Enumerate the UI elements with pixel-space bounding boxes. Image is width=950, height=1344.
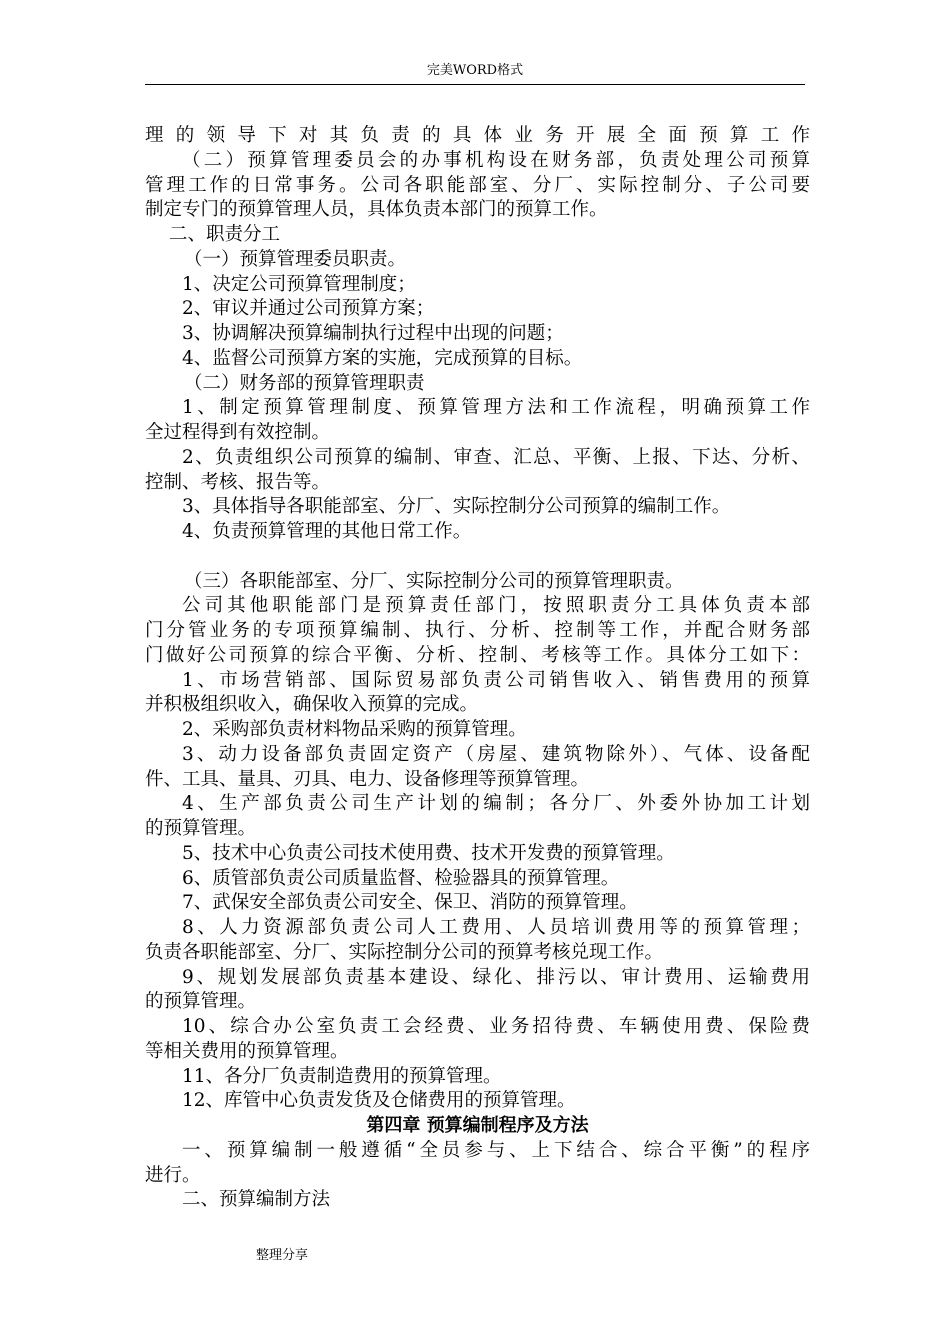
list-item-continuation: 全过程得到有效控制。 [145, 422, 331, 443]
paragraph-line: 一、预算编制一般遵循“全员参与、上下结合、综合平衡”的程序 [182, 1139, 810, 1161]
paragraph-line: 管理工作的日常事务。公司各职能部室、分厂、实际控制分、子公司要 [145, 174, 810, 196]
list-item: 3、动力设备部负责固定资产（房屋、建筑物除外）、气体、设备配 [182, 743, 810, 765]
document-body [145, 124, 810, 1213]
list-item-continuation: 控制、考核、报告等。 [145, 471, 331, 493]
list-item: 9、规划发展部负责基本建设、绿化、排污以、审计费用、运输费用 [182, 966, 810, 988]
page-header: 完美WORD格式 [426, 63, 524, 78]
list-item: 3、协调解决预算编制执行过程中出现的问题； [182, 323, 564, 344]
list-item-continuation: 并积极组织收入，确保收入预算的完成。 [145, 694, 479, 716]
list-item: 1、市场营销部、国际贸易部负责公司销售收入、销售费用的预算 [182, 669, 810, 691]
paragraph-line: （二）预算管理委员会的办事机构设在财务部，负责处理公司预算 [182, 149, 810, 171]
section-heading: 二、预算编制方法 [182, 1189, 331, 1211]
list-item: 2、审议并通过公司预算方案； [182, 298, 435, 320]
list-item-continuation: 负责各职能部室、分厂、实际控制分公司的预算考核兑现工作。 [145, 941, 664, 963]
list-item: 2、负责组织公司预算的编制、审查、汇总、平衡、上报、下达、分析、 [182, 446, 810, 468]
subsection-heading: （一）预算管理委员职责。 [184, 248, 407, 270]
paragraph-line: 进行。 [145, 1164, 201, 1186]
list-item: 3、具体指导各职能部室、分厂、实际控制分公司预算的编制工作。 [182, 496, 731, 518]
list-item: 4、负责预算管理的其他日常工作。 [182, 521, 472, 542]
list-item-continuation: 件、工具、量具、刃具、电力、设备修理等预算管理。 [145, 768, 590, 790]
list-item: 1、制定预算管理制度、预算管理方法和工作流程，明确预算工作 [182, 397, 810, 419]
blank-line [145, 545, 810, 570]
subsection-heading: （三）各职能部室、分厂、实际控制分公司的预算管理职责。 [184, 570, 684, 592]
list-item-continuation: 的预算管理。 [145, 818, 257, 839]
page-footer: 整理分享 [256, 1248, 309, 1263]
paragraph-line: 制定专门的预算管理人员，具体负责本部门的预算工作。 [145, 199, 608, 221]
list-item-continuation: 等相关费用的预算管理。 [145, 1040, 349, 1062]
list-item: 12、库管中心负责发货及仓储费用的预算管理。 [182, 1090, 576, 1112]
list-item: 4、生产部负责公司生产计划的编制；各分厂、外委外协加工计划 [182, 793, 810, 815]
section-heading: 二、职责分工 [169, 224, 281, 245]
list-item: 4、监督公司预算方案的实施，完成预算的目标。 [182, 347, 583, 369]
list-item: 5、技术中心负责公司技术使用费、技术开发费的预算管理。 [182, 842, 675, 864]
subsection-heading: （二）财务部的预算管理职责 [184, 372, 425, 394]
list-item-continuation: 的预算管理。 [145, 991, 257, 1013]
list-item: 11、各分厂负责制造费用的预算管理。 [182, 1065, 502, 1087]
list-item: 1、决定公司预算管理制度； [182, 273, 416, 295]
paragraph-line: 门做好公司预算的综合平衡、分析、控制、考核等工作。具体分工如下： [145, 644, 810, 666]
chapter-title: 第四章 预算编制程序及方法 [366, 1115, 589, 1136]
header-rule [145, 84, 805, 85]
paragraph-line: 理的领导下对其负责的具体业务开展全面预算工作 [145, 125, 810, 146]
paragraph-line: 门分管业务的专项预算编制、执行、分析、控制等工作，并配合财务部 [145, 620, 810, 641]
list-item: 10、综合办公室负责工会经费、业务招待费、车辆使用费、保险费 [182, 1016, 810, 1037]
list-item: 6、质管部负责公司质量监督、检验器具的预算管理。 [182, 867, 620, 889]
list-item: 8、人力资源部负责公司人工费用、人员培训费用等的预算管理； [182, 917, 810, 938]
paragraph-line: 公司其他职能部门是预算责任部门，按照职责分工具体负责本部 [182, 595, 810, 617]
list-item: 7、武保安全部负责公司安全、保卫、消防的预算管理。 [182, 892, 638, 914]
list-item: 2、采购部负责材料物品采购的预算管理。 [182, 719, 527, 740]
